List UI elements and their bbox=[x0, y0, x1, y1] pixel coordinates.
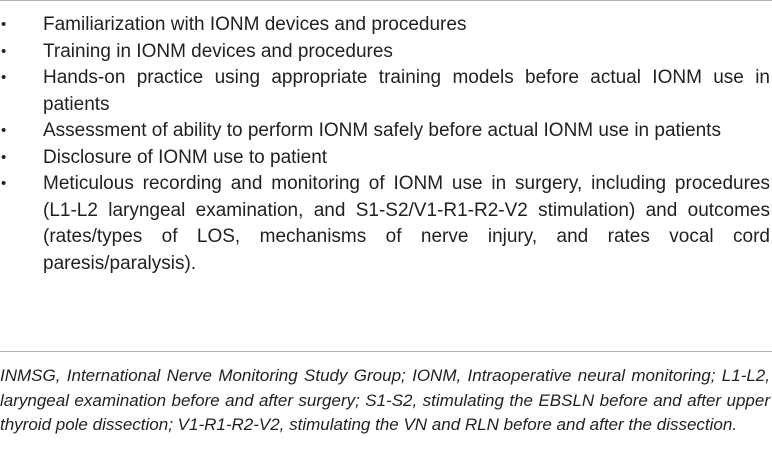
list-item-text: Hands-on practice using appropriate training models before actual IONM use in patients bbox=[43, 67, 770, 115]
list-item bbox=[0, 145, 772, 172]
bullet-icon: • bbox=[1, 175, 7, 192]
list-item bbox=[0, 171, 772, 277]
list-item-text: Meticulous recording and monitoring of IONM use in surgery, including procedures (L1-L2 laryngeal examination, and S1-S2/V1-R1-R2-V2 stimulation) and outcomes (rates/types of LOS, mechanisms of nerve injury, and rates vocal cord paresis/paralysis). bbox=[43, 173, 770, 274]
bullet-icon: • bbox=[1, 148, 7, 166]
list-item-text: Familiarization with IONM devices and procedures bbox=[43, 14, 467, 35]
bullet-icon: • bbox=[1, 122, 7, 139]
requirements-list bbox=[0, 12, 772, 277]
list-item bbox=[0, 39, 772, 66]
list-item-text: Disclosure of IONM use to patient bbox=[43, 146, 328, 168]
list-item bbox=[0, 118, 772, 145]
table-top-rule bbox=[0, 0, 772, 1]
bullet-icon: • bbox=[1, 69, 7, 86]
table-footnote: INMSG, International Nerve Monitoring Study Group; IONM, Intraoperative neural monitoring; L1-L2, laryngeal examination before and after surgery; S1-S2, stimulating the EBSLN before and after upper thyroid pole dissection; V1-R1-R2-V2, stimulating the VN and RLN before and after the dissection. bbox=[0, 366, 770, 435]
bullet-icon: • bbox=[1, 42, 7, 60]
list-item-text: Training in IONM devices and procedures bbox=[43, 40, 393, 62]
table-footer-rule bbox=[0, 351, 772, 352]
list-item-text: Assessment of ability to perform IONM safely before actual IONM use in patients bbox=[43, 120, 721, 141]
bullet-icon: • bbox=[1, 16, 7, 33]
list-item bbox=[0, 12, 772, 39]
list-item bbox=[0, 65, 772, 118]
